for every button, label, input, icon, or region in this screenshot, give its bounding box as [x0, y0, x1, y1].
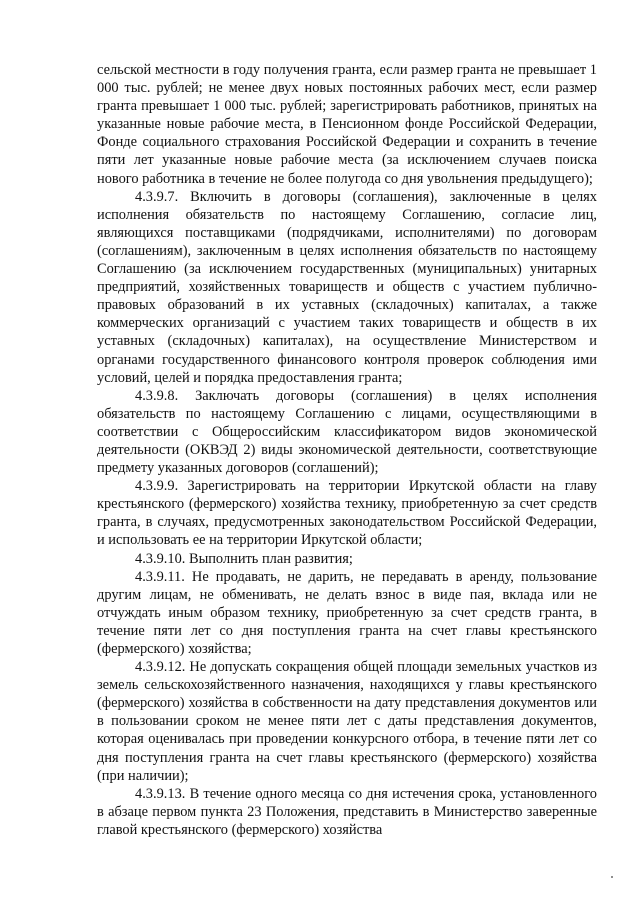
paragraph-4-3-9-7: 4.3.9.7. Включить в договоры (соглашения), заключенные в целях исполнения обязательств по настоящему Соглашению, согласие лиц, являющихся поставщиками (подрядчиками, исполнителями) по договорам (соглашениям), заключенным в целях исполнения обязательств по настоящему Соглашению (за исключением государственных (муниципальных) унитарных предприятий, хозяйственных товариществ и обществ с участием публично-правовых образований в их уставных (складочных) капиталах, а также коммерческих организаций с участием таких товариществ и обществ в их уставных (складочных) капиталах), на осуществление Министерством и органами государственного финансового контроля проверок соблюдения ими условий, целей и порядка предоставления гранта;	[97, 188, 597, 386]
paragraph-4-3-9-12: 4.3.9.12. Не допускать сокращения общей площади земельных участков из земель сельскохозяйственного назначения, находящихся у главы крестьянского (фермерского) хозяйства в собственности на дату представления документов или в пользовании сроком не менее пяти лет с даты представления документов, которая оценивалась при проведении конкурсного отбора, в течение пяти лет со дня поступления гранта на счет главы крестьянского (фермерского) хозяйства (при наличии);	[97, 659, 597, 784]
paragraph-4-3-9-8: 4.3.9.8. Заключать договоры (соглашения) в целях исполнения обязательств по настоящему Соглашению с лицами, осуществляющими в соответствии с Общероссийским классификатором видов экономической деятельности (ОКВЭД 2) виды экономической деятельности, соответствующие предмету указанных договоров (соглашений);	[97, 387, 597, 477]
scan-speck	[611, 876, 613, 878]
document-body	[97, 61, 597, 839]
paragraph-4-3-9-13: 4.3.9.13. В течение одного месяца со дня истечения срока, установленного в абзаце первом пункта 23 Положения, представить в Министерство заверенные главой крестьянского (фермерского) хозяйства	[97, 785, 597, 838]
paragraph-4-3-9-9: 4.3.9.9. Зарегистрировать на территории Иркутской области на главу крестьянского (фермерского) хозяйства технику, приобретенную за счет средств гранта, в случаях, предусмотренных законодательством Российской Федерации, и использовать ее на территории Иркутской области;	[97, 478, 597, 549]
paragraph-4-3-9-10: 4.3.9.10. Выполнить план развития;	[135, 550, 353, 567]
paragraph-4-3-9-11: 4.3.9.11. Не продавать, не дарить, не передавать в аренду, пользование другим лицам, не обменивать, не делать взнос в виде пая, вклада или не отчуждать иным образом технику, приобретенную за счет средств гранта, в течение пяти лет со дня поступления гранта на счет главы крестьянского (фермерского) хозяйства;	[97, 568, 597, 657]
paragraph-continuation: сельской местности в году получения гранта, если размер гранта не превышает 1 000 тыс. рублей; не менее двух новых постоянных рабочих мест, если размер гранта превышает 1 000 тыс. рублей; зарегистрировать работников, принятых на указанные новые рабочие места, в Пенсионном фонде Российской Федерации, Фонде социального страхования Российской Федерации и сохранить в течение пяти лет указанные новые рабочие места (за исключением случаев поиска нового работника в течение не более полугода со дня увольнения предыдущего);	[97, 62, 597, 187]
